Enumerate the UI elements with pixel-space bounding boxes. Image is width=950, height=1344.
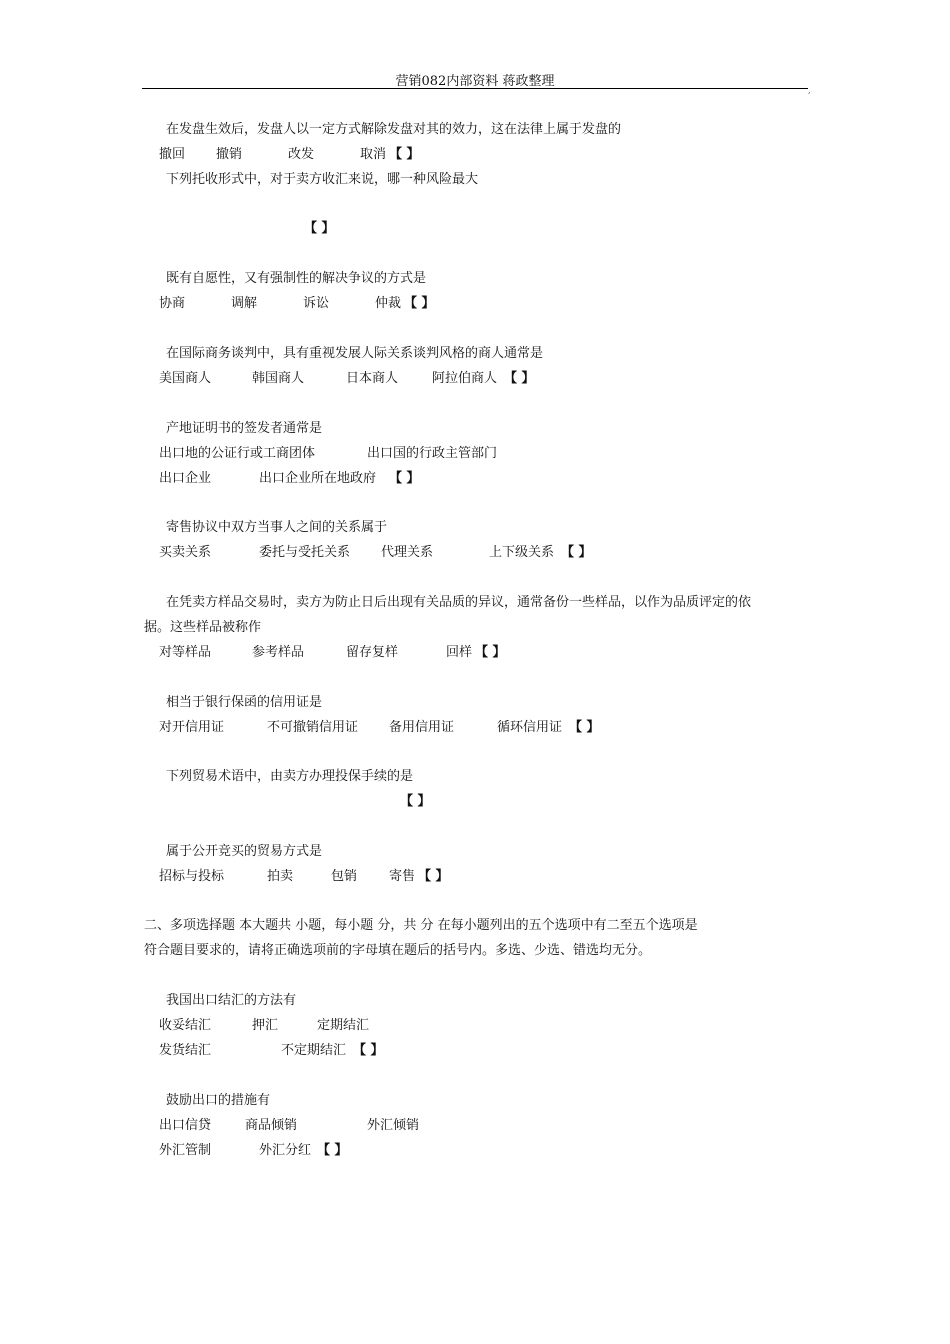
option: 美国商人 <box>159 371 212 386</box>
option: 阿拉伯商人 <box>432 371 498 386</box>
answer-bracket[interactable]: 【 】 <box>418 869 449 884</box>
option: 出口地的公证行或工商团体 <box>159 446 316 461</box>
option: 定期结汇 <box>317 1018 370 1033</box>
answer-bracket[interactable]: 【 】 <box>504 371 535 386</box>
option: 参考样品 <box>252 645 305 660</box>
question-stem: 产地证明书的签发者通常是 <box>166 421 323 436</box>
question-stem: 在凭卖方样品交易时，卖方为防止日后出现有关品质的异议，通常备份一些样品，以作为品质评定的依 <box>166 595 752 610</box>
option: 外汇分红 <box>259 1143 312 1158</box>
option: 外汇倾销 <box>367 1118 420 1133</box>
option: 日本商人 <box>346 371 399 386</box>
option: 上下级关系 <box>489 545 555 560</box>
question-stem: 相当于银行保函的信用证是 <box>166 695 323 710</box>
option: 买卖关系 <box>159 545 212 560</box>
section-heading: 二、多项选择题 本大题共 小题，每小题 分，共 分 在每小题列出的五个选项中有二至五个选项是 <box>144 918 698 933</box>
option: 对等样品 <box>159 645 212 660</box>
option: 留存复样 <box>346 645 399 660</box>
section-instructions: 符合题目要求的，请将正确选项前的字母填在题后的括号内。多选、少选、错选均无分。 <box>144 943 652 958</box>
option: 出口企业所在地政府 <box>259 471 377 486</box>
answer-bracket[interactable]: 【 】 <box>561 545 592 560</box>
question-stem: 下列贸易术语中，由卖方办理投保手续的是 <box>166 769 414 784</box>
option: 委托与受托关系 <box>259 545 351 560</box>
question-stem: 既有自愿性，又有强制性的解决争议的方式是 <box>166 271 427 286</box>
option: 对开信用证 <box>159 720 225 735</box>
option: 诉讼 <box>303 296 330 311</box>
header-rule <box>142 88 808 89</box>
option: 协商 <box>159 296 186 311</box>
answer-bracket[interactable]: 【 】 <box>569 720 600 735</box>
option: 出口企业 <box>159 471 212 486</box>
option: 出口国的行政主管部门 <box>367 446 498 461</box>
question-stem: 在发盘生效后，发盘人以一定方式解除发盘对其的效力，这在法律上属于发盘的 <box>166 122 622 137</box>
header-mark: , <box>808 86 811 95</box>
option: 仲裁 <box>375 296 402 311</box>
option: 商品倾销 <box>245 1118 298 1133</box>
option: 外汇管制 <box>159 1143 212 1158</box>
option: 韩国商人 <box>252 371 305 386</box>
answer-bracket[interactable]: 【 】 <box>389 471 420 486</box>
answer-bracket[interactable]: 【 】 <box>353 1043 384 1058</box>
option: 不可撤销信用证 <box>267 720 359 735</box>
option: 不定期结汇 <box>281 1043 347 1058</box>
answer-bracket[interactable]: 【 】 <box>317 1143 348 1158</box>
option: 代理关系 <box>381 545 434 560</box>
option: 取消 <box>360 147 387 162</box>
answer-bracket[interactable]: 【 】 <box>389 147 420 162</box>
option: 拍卖 <box>267 869 294 884</box>
option: 回样 <box>446 645 473 660</box>
option: 包销 <box>331 869 358 884</box>
option: 发货结汇 <box>159 1043 212 1058</box>
option: 招标与投标 <box>159 869 225 884</box>
answer-bracket[interactable]: 【 】 <box>404 296 435 311</box>
question-stem: 在国际商务谈判中，具有重视发展人际关系谈判风格的商人通常是 <box>166 346 544 361</box>
option: 调解 <box>231 296 258 311</box>
option: 备用信用证 <box>389 720 455 735</box>
question-stem: 鼓励出口的措施有 <box>166 1093 271 1108</box>
question-stem-continued: 据。这些样品被称作 <box>144 620 262 635</box>
option: 出口信贷 <box>159 1118 212 1133</box>
question-stem: 寄售协议中双方当事人之间的关系属于 <box>166 520 388 535</box>
option: 撤回 <box>159 147 186 162</box>
option: 改发 <box>288 147 315 162</box>
answer-bracket[interactable]: 【 】 <box>475 645 506 660</box>
option: 撤销 <box>216 147 243 162</box>
option: 寄售 <box>389 869 416 884</box>
answer-bracket[interactable]: 【 】 <box>304 221 335 236</box>
question-stem: 属于公开竞买的贸易方式是 <box>166 844 323 859</box>
question-stem: 下列托收形式中，对于卖方收汇来说，哪一种风险最大 <box>166 172 479 187</box>
option: 收妥结汇 <box>159 1018 212 1033</box>
option: 押汇 <box>252 1018 279 1033</box>
question-stem: 我国出口结汇的方法有 <box>166 993 297 1008</box>
option: 循环信用证 <box>497 720 563 735</box>
answer-bracket[interactable]: 【 】 <box>400 794 431 809</box>
page-header: 营销082内部资料 蒋政整理 <box>395 74 555 89</box>
